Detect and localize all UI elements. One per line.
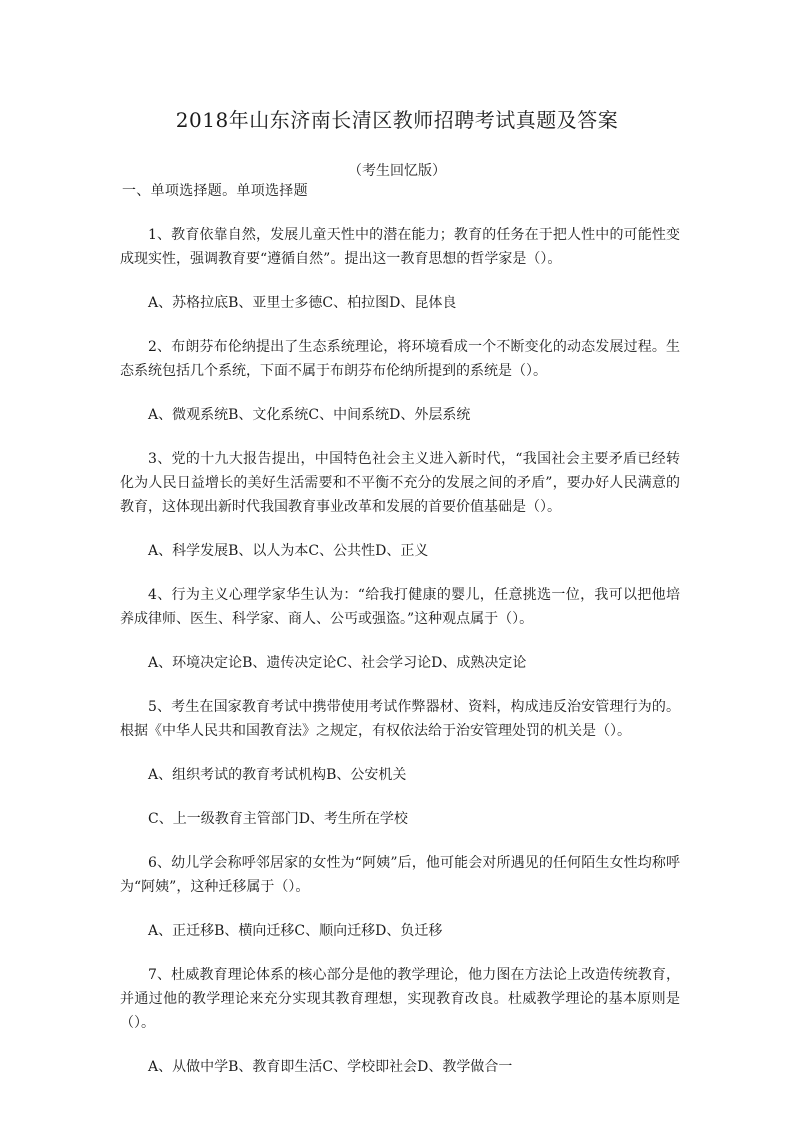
section-heading: 一、单项选择题。单项选择题: [122, 183, 308, 199]
question-2-options: A、微观系统B、文化系统C、中间系统D、外层系统: [148, 407, 471, 423]
question-6-options: A、正迁移B、横向迁移C、顺向迁移D、负迁移: [148, 923, 443, 939]
question-5-options-line-1: A、组织考试的教育考试机构B、公安机关: [148, 767, 407, 783]
document-body: [120, 179, 680, 1099]
question-1-text: 1、教育依靠自然，发展儿童天性中的潜在能力；教育的任务在于把人性中的可能性变成现实性，强调教育要“遵循自然”。提出这一教育思想的哲学家是（）。: [120, 227, 680, 267]
question-5-text: 5、考生在国家教育考试中携带使用考试作弊器材、资料，构成违反治安管理行为的。根据《中华人民共和国教育法》之规定，有权依法给于治安管理处罚的机关是（）。: [120, 699, 680, 739]
page-title: 2018年山东济南长清区教师招聘考试真题及答案: [175, 108, 619, 132]
question-1-options: A、苏格拉底B、亚里士多德C、柏拉图D、昆体良: [148, 295, 457, 311]
question-6-text: 6、幼儿学会称呼邻居家的女性为“阿姨”后，他可能会对所遇见的任何陌生女性均称呼为“阿姨”，这种迁移属于（）。: [120, 855, 680, 895]
question-2-text: 2、布朗芬布伦纳提出了生态系统理论，将环境看成一个不断变化的动态发展过程。生态系统包括几个系统，下面不属于布朗芬布伦纳所提到的系统是（）。: [120, 339, 680, 379]
question-3-options: A、科学发展B、以人为本C、公共性D、正义: [148, 543, 429, 559]
question-4-text: 4、行为主义心理学家华生认为：“给我打健康的婴儿，任意挑选一位，我可以把他培养成律师、医生、科学家、商人、公丐或强盗。”这种观点属于（）。: [120, 587, 680, 627]
question-4-options: A、环境决定论B、遗传决定论C、社会学习论D、成熟决定论: [148, 655, 527, 671]
question-5-options-line-2: C、上一级教育主管部门D、考生所在学校: [148, 811, 408, 827]
question-3-text: 3、党的十九大报告提出，中国特色社会主义进入新时代，“我国社会主要矛盾已经转化为人民日益增长的美好生活需要和不平衡不充分的发展之间的矛盾”，要办好人民满意的教育，这体现出新时代我国教育事业改革和发展的首要价值基础是（）。: [120, 451, 680, 515]
question-7-text: 7、杜威教育理论体系的核心部分是他的教学理论，他力图在方法论上改造传统教育，并通过他的教学理论来充分实现其教育理想，实现教育改良。杜威教学理论的基本原则是（）。: [120, 967, 680, 1031]
question-7-options: A、从做中学B、教育即生活C、学校即社会D、教学做合一: [148, 1059, 513, 1075]
page-subtitle: （考生回忆版）: [348, 163, 446, 179]
